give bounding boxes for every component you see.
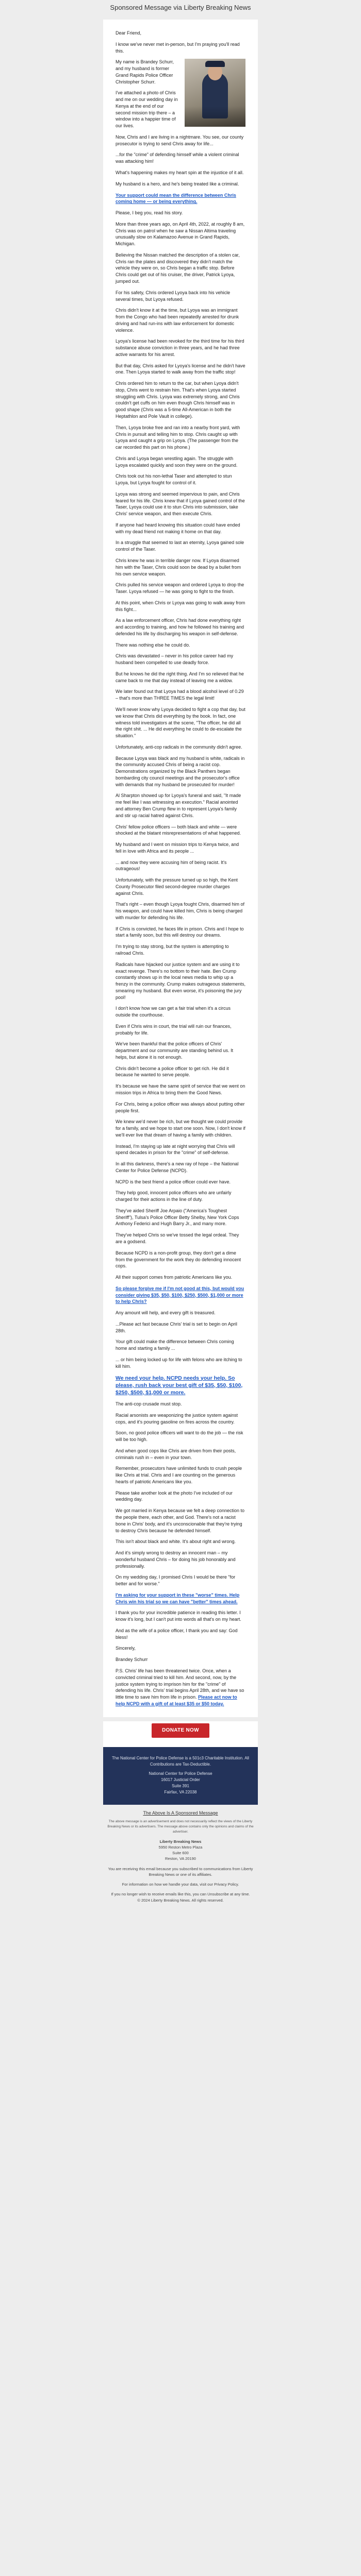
unsubscribe-note[interactable]: If you no longer wish to receive emails like this, you can Unsubscribe at any time. bbox=[111, 1892, 250, 1897]
signature: Brandey Schurr bbox=[116, 1657, 148, 1663]
paragraph: We got married in Kenya because we felt a deep connection to the people there, each other, and God. There's not a racist bone in Chris' body, and it's unconscionable that they're trying to destroy Chris because he defended himself. bbox=[116, 1508, 244, 1533]
paragraph: The anti-cop crusade must stop. bbox=[116, 1401, 182, 1407]
paragraph: Remember, prosecutors have unlimited funds to crush people like Chris at trial. Chris and I are counting on the generous hearts of patriotic Americans like you. bbox=[116, 1466, 242, 1484]
footer-org-name: National Center for Police Defense bbox=[149, 1771, 212, 1776]
copyright: © 2024 Liberty Breaking News. All rights reserved. bbox=[137, 1897, 224, 1903]
paragraph: Chris pulled his service weapon and ordered Lyoya to drop the Taser. Lyoya refused — he was going to fight to the finish. bbox=[116, 582, 244, 595]
sponsored-banner bbox=[0, 0, 361, 15]
donate-section bbox=[103, 1721, 258, 1747]
paragraph: Then, Lyoya broke free and ran into a nearby front yard, with Chris in pursuit and telling him to stop. Chris caught up with Lyoya and caught a grip on Lyoya. (The passenger from the car recorded this part on his phone.) bbox=[116, 425, 240, 450]
paragraph: They've aided Sheriff Joe Arpaio ("America's Toughest Sheriff"), Tulsa's Police Officer Betty Shelby, New York Cops Anthony Federici and Hugh Barry Jr., and many more. bbox=[116, 1208, 239, 1227]
paragraph: I don't know how we can get a fair trial when it's a circus outside the courthouse. bbox=[116, 1006, 231, 1018]
donate-now-button[interactable]: DONATE NOW bbox=[152, 1723, 209, 1738]
paragraph: Lyoya was strong and seemed impervious to pain, and Chris feared for his life. Chris knew that if Lyoya gained control of the Taser, Lyoya could use it to stun Chris into submission, take Chris' service weapon, and then execute Chris. bbox=[116, 491, 245, 517]
org-footer bbox=[103, 1747, 258, 1805]
paragraph: What's happening makes my heart spin at the injustice of it all. bbox=[116, 170, 244, 176]
wedding-photo bbox=[185, 59, 245, 127]
publisher-address: Reston, VA 20190 bbox=[165, 1856, 196, 1861]
footer-address-line: Fairfax, VA 22038 bbox=[164, 1789, 197, 1794]
paragraph: And it's simply wrong to destroy an innocent man – my wonderful husband Chris – for doing his job honorably and professionally. bbox=[116, 1550, 236, 1569]
paragraph: On my wedding day, I promised Chris I would be there "for better and for worse." bbox=[116, 1574, 236, 1587]
paragraph: We've been thankful that the police officers of Chris' department and our community are standing behind us. It helps, but alone it is not enough. bbox=[116, 1041, 234, 1060]
paragraph: My husband and I went on mission trips to Kenya twice, and fell in love with Africa and its people ... bbox=[116, 842, 239, 854]
paragraph: In all this darkness, there's a new ray of hope – the National Center for Police Defense (NCPD). bbox=[116, 1161, 239, 1173]
paragraph: Racial arsonists are weaponizing the justice system against cops, and it's pouring gasoline on fires across the country. bbox=[116, 1412, 238, 1425]
paragraph: This isn't about black and white. It's about right and wrong. bbox=[116, 1539, 236, 1545]
paragraph: We knew we'd never be rich, but we thought we could provide for a family, and we hope to start one soon. Now, I don't know if we'll ever live that dream of having a family with children. bbox=[116, 1119, 245, 1138]
publisher-address: 5950 Reston Metro Plaza bbox=[158, 1844, 203, 1850]
paragraph: And when good cops like Chris are driven from their posts, criminals rush in – even in your town. bbox=[116, 1448, 236, 1460]
disclaimer: The above message is an advertisement and does not necessarily reflect the views of the Liberty Breaking News or its advertisers. The message above contains only the opinions and claims of the advertiser. bbox=[107, 1820, 254, 1834]
support-link[interactable]: Your support could mean the difference between Chris coming home — or being everything. bbox=[116, 192, 236, 205]
paragraph: Now, Chris and I are living in a nightmare. You see, our county prosecutor is trying to send Chris away for life... bbox=[116, 134, 244, 146]
paragraph: If anyone had heard knowing this situation could have ended with my dead friend not making it home on that day. bbox=[116, 522, 240, 534]
paragraph: NCPD is the best friend a police officer could ever have. bbox=[116, 1179, 231, 1184]
paragraph: At this point, when Chris or Lyoya was going to walk away from this fight... bbox=[116, 600, 245, 612]
greeting: Dear Friend, bbox=[116, 30, 142, 36]
paragraph: Chris was devastated – never in his police career had my husband been compelled to use deadly force. bbox=[116, 653, 234, 666]
paragraph: Even if Chris wins in court, the trial will ruin our finances, probably for life. bbox=[116, 1023, 232, 1036]
paragraph: Radicals have hijacked our justice system and are using it to exact revenge. There's no bottom to their hate. Ben Crump constantly shows up in the local news media to whip up a frenzy in the community. Crump makes outrageous statements, smearing my husband. But even worse, it's poisoning the jury pool! bbox=[116, 961, 245, 1000]
paragraph: They help good, innocent police officers who are unfairly charged for their actions in the line of duty. bbox=[116, 1190, 232, 1202]
paragraph: Unfortunately, anti-cop radicals in the community didn't agree. bbox=[116, 744, 242, 750]
paragraph: Soon, no good police officers will want to do the job — the risk will be too high. bbox=[116, 1430, 243, 1443]
paragraph: I thank you for your incredible patience in reading this letter. I know it's long, but I can't put into words all that's on my heart. bbox=[116, 1610, 241, 1622]
paragraph: My name is Brandey Schurr, and my husband is former Grand Rapids Police Officer Christopher Schurr. bbox=[116, 59, 174, 84]
paragraph: I've attached a photo of Chris and me on our wedding day in Kenya at the end of our second mission trip there – a window into a happier time of our lives. bbox=[116, 90, 178, 129]
paragraph: Chris took out his non-lethal Taser and attempted to stun Lyoya, but Lyoya fought for control of it. bbox=[116, 473, 232, 486]
paragraph: Chris didn't know it at the time, but Lyoya was an immigrant from the Congo who had been repeatedly arrested for drunk driving and had run-ins with law enforcement for domestic violence. bbox=[116, 308, 239, 333]
postscript-text: P.S. Chris' life has been threatened twice. Once, when a convicted criminal tried to kill him. And second, now, by the justice system trying to imprison him for the "crime" of defending his life. Chris' trial begins April 28th, and we have so little time to save him from life in prison. bbox=[116, 1668, 244, 1700]
publisher-address: Suite 600 bbox=[172, 1851, 189, 1856]
paragraph: Please, I beg you, read his story. bbox=[116, 210, 183, 216]
paragraph: ... or him being locked up for life with felons who are itching to kill him. bbox=[116, 1357, 242, 1369]
paragraph: Instead, I'm staying up late at night worrying that Chris will spend decades in prison for the "crime" of self-defense. bbox=[116, 1143, 235, 1156]
paragraph: Lyoya's license had been revoked for the third time for his third substance abuse conviction in three years, and he had three active warrants for his arrest. bbox=[116, 338, 244, 357]
paragraph: But he knows he did the right thing. And I'm so relieved that he came back to me that day instead of leaving me a widow. bbox=[116, 671, 244, 683]
paragraph: I'm trying to stay strong, but the system is attempting to railroad Chris. bbox=[116, 944, 229, 956]
publisher-name: Liberty Breaking News bbox=[159, 1839, 202, 1844]
paragraph: In a struggle that seemed to last an eternity, Lyoya gained sole control of the Taser. bbox=[116, 540, 244, 552]
subscription-note: You are receiving this email because you subscribed to communications from Liberty Breaking News or one of its affiliates. bbox=[108, 1866, 253, 1877]
footer-charity-note: The National Center for Police Defense is a 501c3 Charitable Institution. All Contributions are Tax-Deductible. bbox=[112, 1755, 249, 1767]
paragraph: That's right – even though Lyoya fought Chris, disarmed him of his weapon, and could have killed him, Chris is being charged with murder for defending his life. bbox=[116, 902, 245, 920]
paragraph: Because Lyoya was black and my husband is white, radicals in the community accused Chris of being a racist cop. Demonstrations organized by the Black Panthers began bombarding city council meetings and the prosecutor's office with demands that my husband be prosecuted for murder! bbox=[116, 755, 245, 787]
privacy-note[interactable]: For information on how we handle your data, visit our Privacy Policy. bbox=[122, 1882, 239, 1887]
footer-address-line: 16017 Justicial Order bbox=[161, 1777, 200, 1782]
donate-cta-link[interactable]: We need your help. NCPD needs your help. So please, rush back your best gift of $35, $50, $100, $250, $500, $1,000 or more. bbox=[116, 1375, 243, 1396]
paragraph: Chris ordered him to return to the car, but when Lyoya didn't stop, Chris went to restrain him. That's when Lyoya started struggling with Chris. Lyoya was extremely strong, and Chris couldn't get cuffs on him even though Chris himself was in good shape (Chris was a 5-time All-American in both the Heptathlon and Pole Vault in college). bbox=[116, 381, 240, 419]
sign-off: Sincerely, bbox=[116, 1646, 136, 1651]
paragraph: Any amount will help, and every gift is treasured. bbox=[116, 1310, 216, 1316]
sponsored-title-link[interactable]: The Above Is A Sponsored Message bbox=[143, 1810, 218, 1816]
paragraph: More than three years ago, on April 4th, 2022, at roughly 8 am, Chris was on patrol when he saw a Nissan Altima traveling unusually slow on Kalamazoo Avenue in Grand Rapids, Michigan. bbox=[116, 221, 245, 247]
paragraph: For his safety, Chris ordered Lyoya back into his vehicle several times, but Lyoya refused. bbox=[116, 290, 231, 302]
paragraph: My husband is a hero, and he's being treated like a criminal. bbox=[116, 181, 239, 187]
paragraph: ... and now they were accusing him of being racist. It's outrageous! bbox=[116, 859, 227, 872]
paragraph: It's because we have the same spirit of service that we went on mission trips in Africa to bring them the Good News. bbox=[116, 1083, 245, 1095]
postscript-link[interactable]: Please act now to help NCPD with a gift of at least $35 or $50 today. bbox=[116, 1694, 237, 1706]
paragraph: Unfortunately, with the pressure turned up so high, the Kent County Prosecutor filed second-degree murder charges against Chris. bbox=[116, 877, 238, 896]
paragraph: As a law enforcement officer, Chris had done everything right and according to training, and how he followed his training and defended his life by discharging his weapon in self-defense. bbox=[116, 618, 244, 636]
email-body bbox=[103, 20, 258, 1717]
sponsored-banner-text: Sponsored Message via Liberty Breaking News bbox=[110, 4, 251, 11]
postscript bbox=[116, 1668, 245, 1707]
paragraph: All their support comes from patriotic Americans like you. bbox=[116, 1275, 233, 1280]
paragraph: They've helped Chris so we've tossed the legal ordeal. They are a godsend. bbox=[116, 1232, 239, 1245]
paragraph: But that day, Chris asked for Lyoya's license and he didn't have one. Then Lyoya started to walk away from the traffic stop! bbox=[116, 363, 245, 375]
paragraph: Al Sharpton showed up for Lyoya's funeral and said, "It made me feel like I was witnessing an execution." Racial anointed and attorney Ben Crump flew in to represent Lyoya's family and stir up racial hatred against Chris. bbox=[116, 793, 241, 818]
paragraph: Chris' fellow police officers — both black and white — were shocked at the blatant misrepresentations of what happened. bbox=[116, 824, 241, 836]
paragraph: ...for the "crime" of defending himself while a violent criminal was attacking him! bbox=[116, 152, 239, 164]
paragraph: We'll never know why Lyoya decided to fight a cop that day, but we know that Chris did everything by the book. In fact, one witness told investigators at the scene, "The officer, he did all the right shit. ... He did everything he could to de-escalate the situation." bbox=[116, 707, 245, 739]
paragraph: If Chris is convicted, he faces life in prison. Chris and I hope to start a family soon, but this will destroy our dreams. bbox=[116, 926, 244, 938]
paragraph: I know we've never met in-person, but I'm praying you'll read this. bbox=[116, 41, 240, 54]
footer-address-line: Suite 391 bbox=[172, 1783, 189, 1788]
paragraph: Please take another look at the photo I've included of our wedding day. bbox=[116, 1490, 233, 1502]
paragraph: We later found out that Lyoya had a blood alcohol level of 0.29 – that's more than THREE TIMES the legal limit! bbox=[116, 689, 244, 701]
legal-footer bbox=[103, 1810, 258, 1919]
paragraph: Chris and Lyoya began wrestling again. The struggle with Lyoya escalated quickly and soon they were on the ground. bbox=[116, 455, 238, 468]
paragraph: Chris didn't become a police officer to get rich. He did it because he wanted to serve people. bbox=[116, 1065, 229, 1078]
paragraph: Because NCPD is a non-profit group, they don't get a dime from the government for the work they do defending innocent cops. bbox=[116, 1250, 241, 1269]
paragraph: ...Please act fast because Chris' trial is set to begin on April 28th. bbox=[116, 1321, 237, 1333]
paragraph: And as the wife of a police officer, I thank you and say: God bless! bbox=[116, 1628, 238, 1640]
donate-ask-link[interactable]: So please forgive me if I'm not good at this, but would you consider giving $35, $50, $100, $250, $500, $1,000 or more to help Chris? bbox=[116, 1285, 244, 1304]
paragraph: Believing the Nissan matched the description of a stolen car, Chris ran the plates and discovered they didn't match the vehicle they were on, so Chris began a traffic stop. Before Chris could get out of his cruiser, the driver, Patrick Lyoya, jumped out. bbox=[116, 252, 240, 284]
paragraph: Your gift could make the difference between Chris coming home and starting a family ... bbox=[116, 1339, 234, 1351]
support-trial-link[interactable]: I'm asking for your support in these "worse" times. Help Chris win his trial so we can have "better" times ahead. bbox=[116, 1592, 240, 1604]
paragraph: There was nothing else he could do. bbox=[116, 642, 190, 648]
paragraph: Chris knew he was in terrible danger now. If Lyoya disarmed him with the Taser, Chris could soon be dead by a bullet from his own service weapon. bbox=[116, 558, 241, 577]
paragraph: For Chris, being a police officer was always about putting other people first. bbox=[116, 1101, 245, 1113]
